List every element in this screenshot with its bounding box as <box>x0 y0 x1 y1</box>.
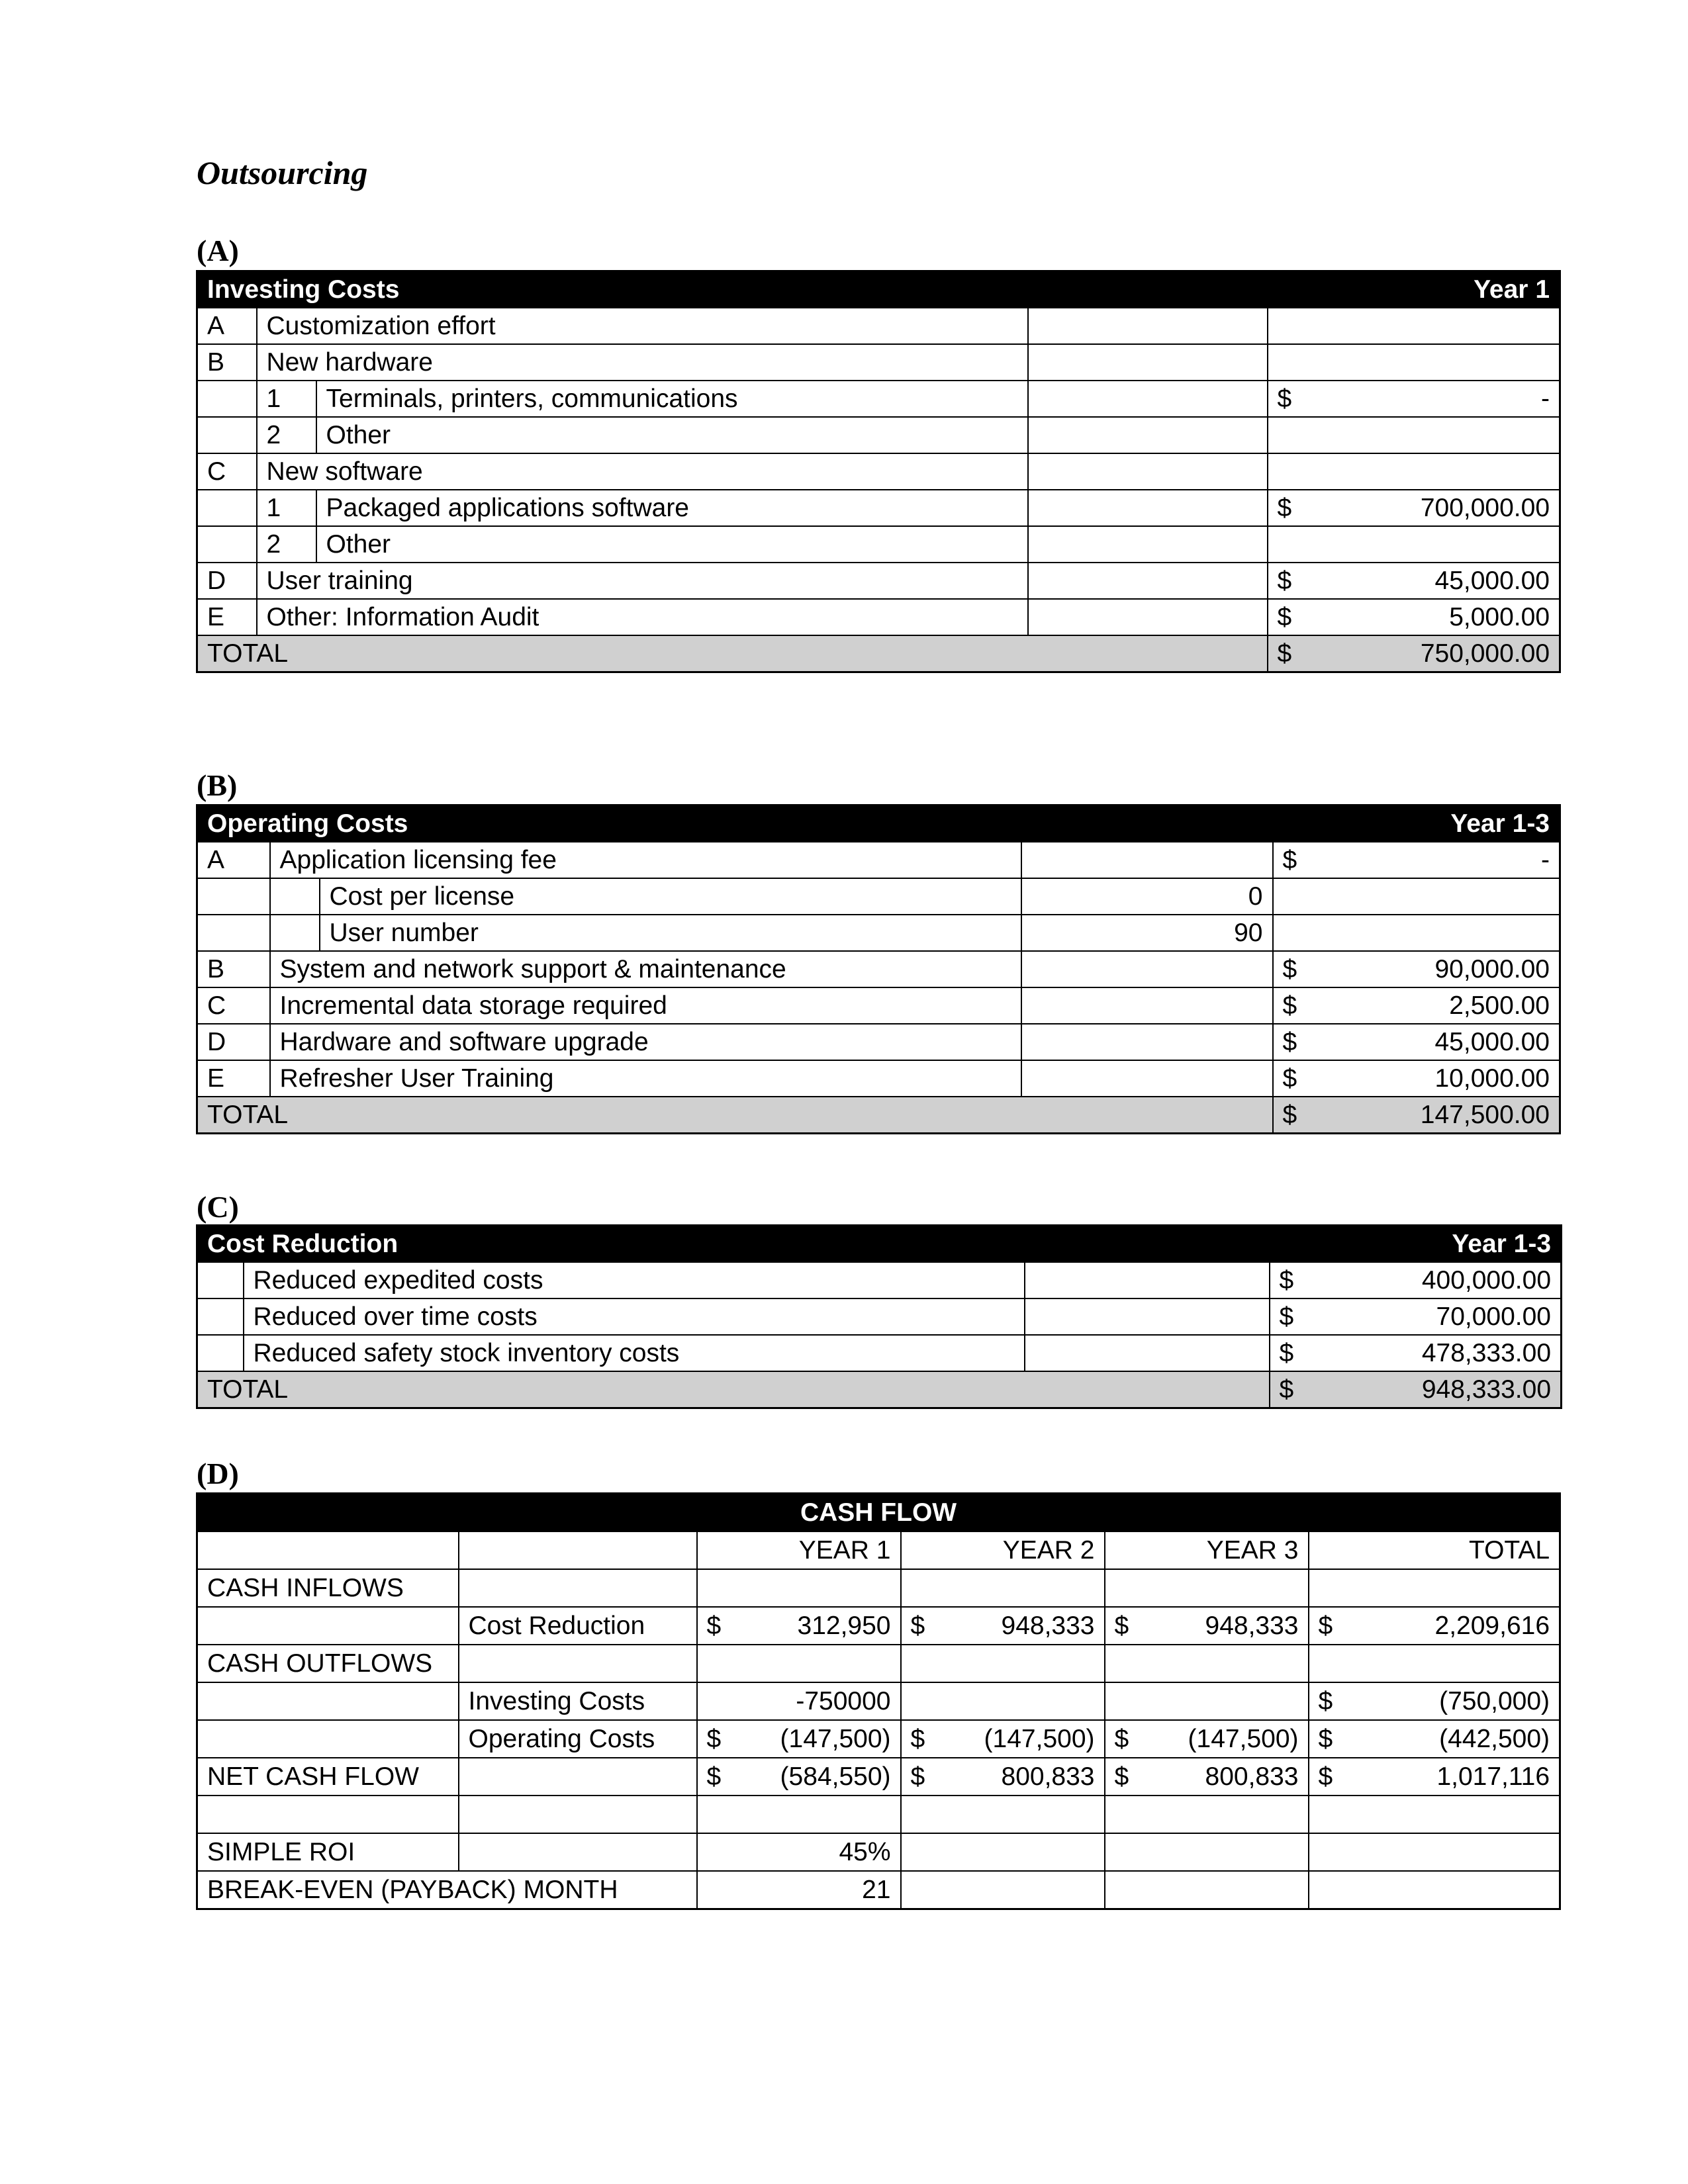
row-sublabel: Investing Costs <box>459 1682 697 1720</box>
year1-amount <box>1268 453 1560 490</box>
year1-amount-wrap <box>1278 495 1550 521</box>
cash-flow-table <box>196 1492 1561 1910</box>
column-header: Year 1-3 <box>1273 805 1560 842</box>
table-row <box>197 308 1560 344</box>
currency-symbol: $ <box>1279 1266 1294 1295</box>
year1-3-amount <box>1273 987 1560 1024</box>
blank-cell <box>1025 1335 1270 1371</box>
blank-cell <box>1028 526 1268 563</box>
total-label: TOTAL <box>197 1097 1273 1134</box>
cash-flow-cell <box>1309 1682 1560 1720</box>
cash-flow-cell <box>1309 1607 1560 1645</box>
blank-cell <box>1028 599 1268 635</box>
cash-flow-cell <box>901 1720 1105 1758</box>
row-label: NET CASH FLOW <box>197 1758 459 1796</box>
row-code: D <box>197 563 257 599</box>
amount-value: 1,017,116 <box>1436 1762 1550 1791</box>
row-label: Terminals, printers, communications <box>316 381 1028 417</box>
table-row <box>197 1262 1562 1298</box>
section-a-label: (A) <box>197 234 239 267</box>
year1-3-amount <box>1273 951 1560 987</box>
column-header: YEAR 3 <box>1105 1531 1309 1569</box>
table-row <box>197 915 1560 951</box>
cash-flow-cell-wrap <box>707 1688 891 1714</box>
blank-cell <box>1028 563 1268 599</box>
column-header: YEAR 1 <box>697 1531 901 1569</box>
year1-amount <box>1268 526 1560 563</box>
table-header <box>197 1494 1560 1532</box>
table-row <box>197 526 1560 563</box>
currency-symbol: $ <box>910 1725 925 1753</box>
cash-flow-cell-wrap <box>1115 1613 1299 1639</box>
year1-3-amount-wrap <box>1280 1340 1552 1366</box>
currency-symbol: $ <box>706 1762 722 1791</box>
year1-3-amount-wrap <box>1283 993 1550 1019</box>
row-subcode: 1 <box>257 490 316 526</box>
breakeven-row <box>197 1871 1560 1909</box>
year1-amount <box>1268 344 1560 381</box>
column-header: Year 1 <box>1268 271 1560 308</box>
table-row <box>197 951 1560 987</box>
table-title: Cost Reduction <box>197 1226 1270 1263</box>
row-sublabel <box>459 1758 697 1796</box>
row-label: User training <box>257 563 1028 599</box>
amount-value: -750000 <box>796 1687 891 1715</box>
table-row <box>197 1796 1560 1833</box>
total-row <box>197 635 1560 672</box>
cash-flow-cell <box>901 1796 1105 1833</box>
row-code <box>197 526 257 563</box>
currency-symbol: $ <box>1277 603 1292 631</box>
cash-flow-cell <box>1309 1758 1560 1796</box>
cash-flow-cell-wrap <box>1319 1613 1550 1639</box>
cash-flow-cell <box>1309 1645 1560 1682</box>
table-row <box>197 1060 1560 1097</box>
row-code: A <box>197 842 270 878</box>
cash-flow-cell <box>697 1796 901 1833</box>
cash-flow-cell <box>901 1758 1105 1796</box>
year1-3-amount-wrap <box>1280 1304 1552 1330</box>
row-quantity: 90 <box>1021 915 1273 951</box>
row-label: System and network support & maintenance <box>270 951 1021 987</box>
table-header <box>197 271 1560 308</box>
currency-symbol: $ <box>910 1612 925 1640</box>
column-header: YEAR 2 <box>901 1531 1105 1569</box>
table-row <box>197 842 1560 878</box>
total-amount-wrap <box>1283 1102 1550 1128</box>
cash-flow-cell <box>697 1833 901 1871</box>
table-row <box>197 453 1560 490</box>
year1-amount-wrap <box>1278 386 1550 412</box>
row-label: CASH OUTFLOWS <box>197 1645 459 1682</box>
amount-value: (750,000) <box>1439 1687 1550 1715</box>
amount-value: 948,333.00 <box>1421 1375 1552 1404</box>
table-row <box>197 1607 1560 1645</box>
blank-cell <box>1028 417 1268 453</box>
breakeven-label: BREAK-EVEN (PAYBACK) MONTH <box>197 1871 697 1909</box>
currency-symbol: $ <box>1282 991 1297 1020</box>
row-label <box>197 1796 459 1833</box>
row-code: C <box>197 987 270 1024</box>
year1-3-amount-wrap <box>1283 1029 1550 1055</box>
currency-symbol: $ <box>1282 1064 1297 1093</box>
currency-symbol: $ <box>1282 846 1297 874</box>
amount-value: - <box>1541 846 1550 874</box>
blank-cell <box>1028 344 1268 381</box>
cash-flow-cell <box>1105 1607 1309 1645</box>
year1-amount <box>1268 417 1560 453</box>
blank-cell <box>1025 1298 1270 1335</box>
table-row <box>197 490 1560 526</box>
indent-cell <box>197 1335 244 1371</box>
blank-cell <box>1025 1262 1270 1298</box>
row-quantity: 0 <box>1021 878 1273 915</box>
row-code: E <box>197 1060 270 1097</box>
amount-value: 750,000.00 <box>1420 639 1550 668</box>
amount-value: 10,000.00 <box>1434 1064 1550 1093</box>
table-row <box>197 1720 1560 1758</box>
year1-amount <box>1268 563 1560 599</box>
table-row <box>197 1833 1560 1871</box>
row-label: Refresher User Training <box>270 1060 1021 1097</box>
row-subcode: 1 <box>257 381 316 417</box>
amount-value: 800,833 <box>1205 1762 1299 1791</box>
row-label: SIMPLE ROI <box>197 1833 459 1871</box>
blank-cell <box>197 1531 459 1569</box>
row-label: New hardware <box>257 344 1028 381</box>
row-code: E <box>197 599 257 635</box>
year1-amount <box>1268 381 1560 417</box>
currency-symbol: $ <box>910 1762 925 1791</box>
year1-3-amount-wrap <box>1280 1267 1552 1293</box>
year1-3-amount <box>1273 878 1560 915</box>
cash-flow-cell <box>901 1607 1105 1645</box>
table-title: Investing Costs <box>197 271 1268 308</box>
amount-value: 948,333 <box>1001 1612 1095 1640</box>
table-row <box>197 417 1560 453</box>
amount-value: (442,500) <box>1439 1725 1550 1753</box>
table-row <box>197 878 1560 915</box>
year1-amount <box>1268 308 1560 344</box>
blank-cell <box>1105 1871 1309 1909</box>
total-amount <box>1273 1097 1560 1134</box>
cash-flow-cell-wrap <box>707 1613 891 1639</box>
cash-flow-cell <box>697 1758 901 1796</box>
row-code: B <box>197 951 270 987</box>
table-row <box>197 1298 1562 1335</box>
currency-symbol: $ <box>706 1725 722 1753</box>
row-label: Cost per license <box>320 878 1021 915</box>
row-label: Reduced expedited costs <box>244 1262 1025 1298</box>
row-label <box>197 1720 459 1758</box>
currency-symbol: $ <box>1318 1762 1333 1791</box>
year1-3-amount <box>1273 915 1560 951</box>
row-quantity <box>1021 987 1273 1024</box>
amount-value: 2,500.00 <box>1449 991 1550 1020</box>
cash-flow-cell-wrap <box>1319 1688 1550 1714</box>
currency-symbol: $ <box>706 1612 722 1640</box>
table-row <box>197 344 1560 381</box>
cash-flow-cell-wrap <box>1115 1726 1299 1752</box>
table-row <box>197 987 1560 1024</box>
row-code <box>197 490 257 526</box>
total-amount-wrap <box>1280 1377 1552 1402</box>
amount-value: 70,000.00 <box>1436 1302 1552 1331</box>
row-code: D <box>197 1024 270 1060</box>
row-code <box>197 915 270 951</box>
amount-value: 45,000.00 <box>1434 1028 1550 1056</box>
amount-value: 948,333 <box>1205 1612 1299 1640</box>
year1-amount-wrap <box>1278 604 1550 630</box>
currency-symbol: $ <box>1277 494 1292 522</box>
year1-3-amount-wrap <box>1283 956 1550 982</box>
row-sublabel: Cost Reduction <box>459 1607 697 1645</box>
cash-flow-cell <box>1105 1758 1309 1796</box>
section-c-label: (C) <box>197 1190 239 1224</box>
breakeven-value: 21 <box>697 1871 901 1909</box>
table-row <box>197 599 1560 635</box>
cash-flow-cell <box>901 1645 1105 1682</box>
row-label: Application licensing fee <box>270 842 1021 878</box>
cash-flow-cell <box>1105 1833 1309 1871</box>
row-label: New software <box>257 453 1028 490</box>
year1-3-amount <box>1270 1298 1562 1335</box>
cash-flow-cell <box>1105 1645 1309 1682</box>
row-label: Hardware and software upgrade <box>270 1024 1021 1060</box>
currency-symbol: $ <box>1277 385 1292 413</box>
cash-flow-cell-wrap <box>911 1764 1095 1790</box>
amount-value: 45,000.00 <box>1434 567 1550 595</box>
cash-flow-cell <box>1309 1569 1560 1607</box>
total-label: TOTAL <box>197 635 1268 672</box>
cash-flow-cell <box>901 1833 1105 1871</box>
amount-value: 700,000.00 <box>1420 494 1550 522</box>
currency-symbol: $ <box>1277 639 1292 668</box>
row-code <box>197 417 257 453</box>
row-quantity <box>1021 842 1273 878</box>
amount-value: 478,333.00 <box>1421 1339 1552 1367</box>
amount-value: 90,000.00 <box>1434 955 1550 983</box>
cash-flow-cell-wrap <box>1319 1764 1550 1790</box>
blank-cell <box>459 1531 697 1569</box>
blank-cell <box>1028 490 1268 526</box>
row-label: Reduced safety stock inventory costs <box>244 1335 1025 1371</box>
year1-3-amount <box>1273 1060 1560 1097</box>
year1-amount <box>1268 490 1560 526</box>
cash-flow-cell <box>1309 1796 1560 1833</box>
row-sublabel <box>459 1833 697 1871</box>
cash-flow-cell-wrap <box>1115 1764 1299 1790</box>
currency-symbol: $ <box>1279 1302 1294 1331</box>
row-sublabel: Operating Costs <box>459 1720 697 1758</box>
amount-value: (147,500) <box>1188 1725 1299 1753</box>
column-header-row <box>197 1531 1560 1569</box>
blank-cell <box>1309 1871 1560 1909</box>
row-label: CASH INFLOWS <box>197 1569 459 1607</box>
year1-3-amount <box>1270 1262 1562 1298</box>
cash-flow-cell-wrap <box>911 1726 1095 1752</box>
total-amount <box>1270 1371 1562 1408</box>
row-label <box>197 1607 459 1645</box>
table-row <box>197 1569 1560 1607</box>
cash-flow-cell-wrap <box>707 1839 891 1865</box>
operating-costs-table <box>196 804 1561 1134</box>
cash-flow-cell-wrap <box>707 1764 891 1790</box>
total-label: TOTAL <box>197 1371 1270 1408</box>
cash-flow-cell <box>1105 1682 1309 1720</box>
section-b-label: (B) <box>197 768 238 802</box>
row-subcode: 2 <box>257 526 316 563</box>
indent-cell <box>197 1298 244 1335</box>
column-header: TOTAL <box>1309 1531 1560 1569</box>
cash-flow-cell-wrap <box>707 1726 891 1752</box>
cash-flow-cell-wrap <box>1319 1726 1550 1752</box>
cash-flow-cell <box>697 1569 901 1607</box>
year1-3-amount <box>1270 1335 1562 1371</box>
amount-value: 45% <box>839 1838 891 1866</box>
row-code: C <box>197 453 257 490</box>
table-row <box>197 563 1560 599</box>
cash-flow-cell <box>1309 1720 1560 1758</box>
row-label: Reduced over time costs <box>244 1298 1025 1335</box>
row-code <box>197 878 270 915</box>
row-sublabel <box>459 1796 697 1833</box>
indent-cell <box>270 915 320 951</box>
row-subcode: 2 <box>257 417 316 453</box>
currency-symbol: $ <box>1277 567 1292 595</box>
blank-cell <box>901 1871 1105 1909</box>
total-row <box>197 1097 1560 1134</box>
total-row <box>197 1371 1562 1408</box>
year1-amount-wrap <box>1278 568 1550 594</box>
cash-flow-cell <box>1105 1720 1309 1758</box>
row-sublabel <box>459 1569 697 1607</box>
year1-3-amount-wrap <box>1283 1066 1550 1091</box>
row-label: User number <box>320 915 1021 951</box>
row-code: B <box>197 344 257 381</box>
currency-symbol: $ <box>1318 1612 1333 1640</box>
column-header: Year 1-3 <box>1270 1226 1562 1263</box>
document-title: Outsourcing <box>197 154 368 191</box>
amount-value: 800,833 <box>1001 1762 1095 1791</box>
indent-cell <box>270 878 320 915</box>
row-label <box>197 1682 459 1720</box>
table-row <box>197 1024 1560 1060</box>
blank-cell <box>1028 453 1268 490</box>
year1-3-amount <box>1273 1024 1560 1060</box>
currency-symbol: $ <box>1282 955 1297 983</box>
cash-flow-cell <box>1105 1796 1309 1833</box>
blank-cell <box>1028 381 1268 417</box>
amount-value: 400,000.00 <box>1421 1266 1552 1295</box>
cash-flow-cell <box>901 1682 1105 1720</box>
investing-costs-table <box>196 270 1561 673</box>
table-row <box>197 1758 1560 1796</box>
currency-symbol: $ <box>1318 1687 1333 1715</box>
row-quantity <box>1021 1060 1273 1097</box>
currency-symbol: $ <box>1282 1028 1297 1056</box>
total-amount <box>1268 635 1560 672</box>
amount-value: (147,500) <box>780 1725 891 1753</box>
cash-flow-cell <box>1105 1569 1309 1607</box>
year1-3-amount <box>1273 842 1560 878</box>
row-code <box>197 381 257 417</box>
amount-value: 312,950 <box>797 1612 891 1640</box>
row-quantity <box>1021 951 1273 987</box>
amount-value: (147,500) <box>984 1725 1095 1753</box>
currency-symbol: $ <box>1114 1762 1129 1791</box>
amount-value: 2,209,616 <box>1434 1612 1550 1640</box>
currency-symbol: $ <box>1279 1375 1294 1404</box>
cash-flow-cell <box>697 1645 901 1682</box>
indent-cell <box>197 1262 244 1298</box>
total-amount-wrap <box>1278 641 1550 666</box>
currency-symbol: $ <box>1279 1339 1294 1367</box>
cash-flow-cell <box>697 1607 901 1645</box>
table-title: Operating Costs <box>197 805 1273 842</box>
table-row <box>197 381 1560 417</box>
amount-value: 5,000.00 <box>1449 603 1550 631</box>
table-row <box>197 1335 1562 1371</box>
row-quantity <box>1021 1024 1273 1060</box>
row-label: Customization effort <box>257 308 1028 344</box>
table-title: CASH FLOW <box>197 1494 1560 1532</box>
amount-value: 147,500.00 <box>1420 1101 1550 1129</box>
table-row <box>197 1682 1560 1720</box>
blank-cell <box>1028 308 1268 344</box>
cash-flow-cell <box>697 1682 901 1720</box>
year1-3-amount-wrap <box>1283 847 1550 873</box>
row-label: Packaged applications software <box>316 490 1028 526</box>
year1-amount <box>1268 599 1560 635</box>
section-d-label: (D) <box>197 1457 239 1490</box>
currency-symbol: $ <box>1114 1725 1129 1753</box>
currency-symbol: $ <box>1114 1612 1129 1640</box>
table-header <box>197 1226 1562 1263</box>
currency-symbol: $ <box>1282 1101 1297 1129</box>
cash-flow-cell-wrap <box>911 1613 1095 1639</box>
currency-symbol: $ <box>1318 1725 1333 1753</box>
amount-value: - <box>1541 385 1550 413</box>
cash-flow-cell <box>901 1569 1105 1607</box>
table-row <box>197 1645 1560 1682</box>
row-label: Other <box>316 417 1028 453</box>
row-label: Other: Information Audit <box>257 599 1028 635</box>
row-label: Incremental data storage required <box>270 987 1021 1024</box>
row-sublabel <box>459 1645 697 1682</box>
row-label: Other <box>316 526 1028 563</box>
cash-flow-cell <box>1309 1833 1560 1871</box>
cash-flow-cell <box>697 1720 901 1758</box>
amount-value: (584,550) <box>780 1762 891 1791</box>
table-header <box>197 805 1560 842</box>
row-code: A <box>197 308 257 344</box>
cost-reduction-table <box>196 1224 1562 1409</box>
